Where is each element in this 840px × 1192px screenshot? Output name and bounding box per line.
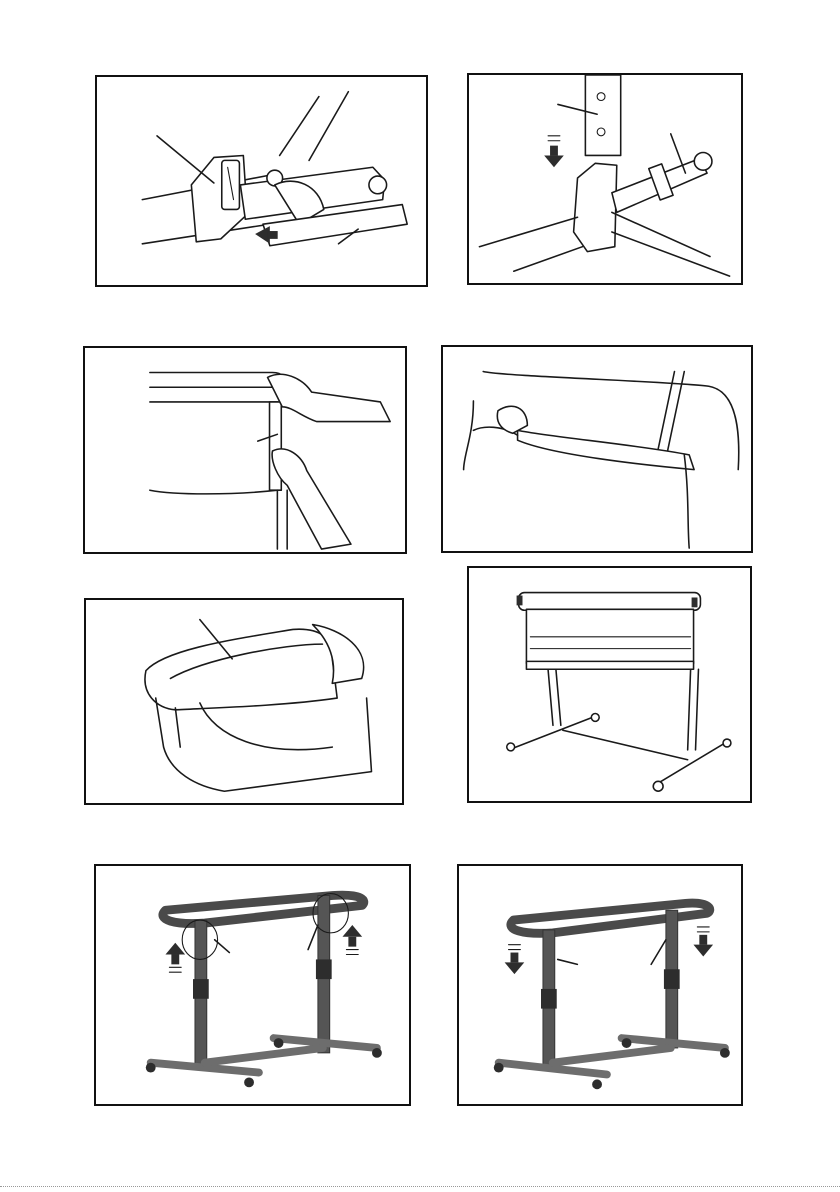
assembled-crib-illustration [469, 568, 750, 801]
panel-upright-tube [467, 73, 743, 285]
bassinet-basket-illustration [86, 600, 402, 803]
arrow-down-icon [544, 136, 564, 167]
panel-frame-lower [457, 864, 743, 1106]
panel-leg-joint [95, 75, 428, 287]
panel-assembled-crib [467, 566, 752, 803]
frame-raise-illustration [96, 866, 409, 1104]
panel-fold-cover [441, 345, 753, 553]
arrow-down-icon [693, 927, 713, 957]
panel-bassinet-basket [84, 598, 404, 805]
upright-tube-illustration [469, 75, 741, 283]
page-bottom-rule [0, 1186, 840, 1188]
arrow-down-icon [505, 945, 525, 975]
fold-cover-illustration [443, 347, 751, 551]
arrow-up-icon [342, 925, 362, 955]
panel-frame-raise [94, 864, 411, 1106]
attach-clip-illustration [85, 348, 405, 552]
frame-lower-illustration [459, 866, 741, 1104]
leg-joint-illustration [97, 77, 426, 285]
panel-attach-clip [83, 346, 407, 554]
arrow-up-icon [165, 943, 185, 973]
